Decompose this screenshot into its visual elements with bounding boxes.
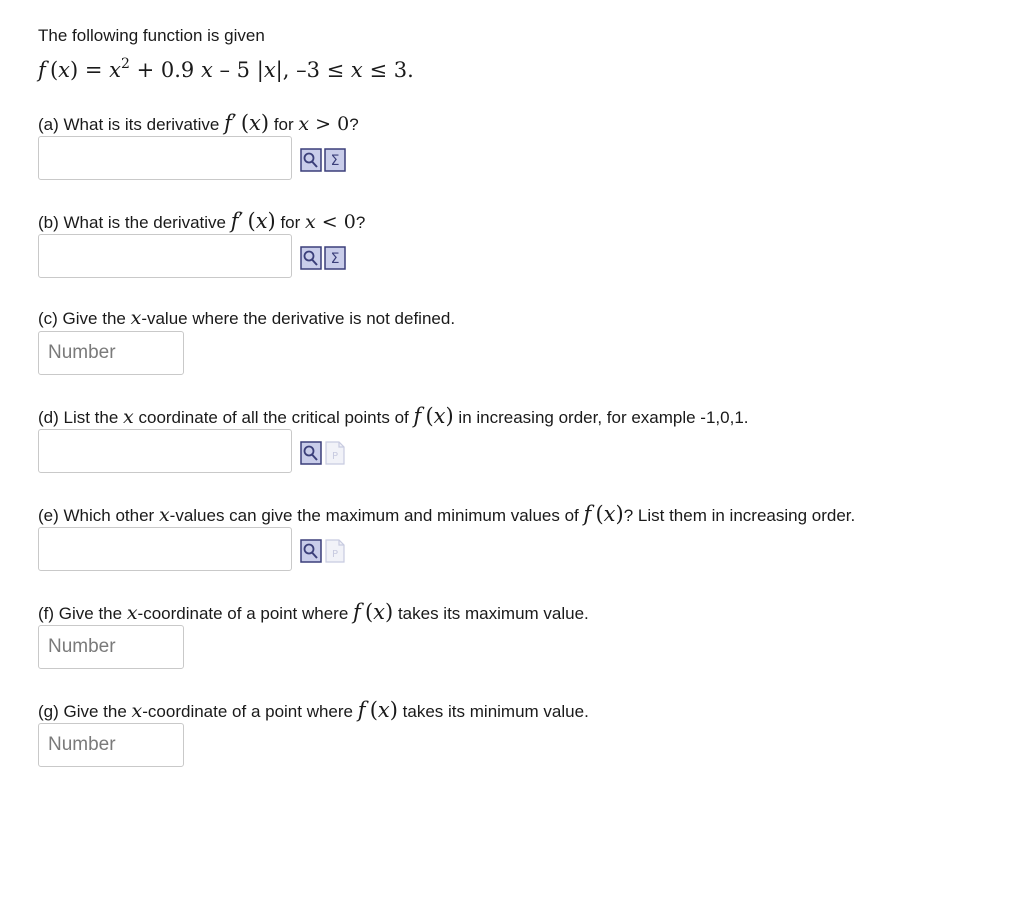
- svg-text:P: P: [331, 451, 339, 462]
- answer-b-tools: [300, 246, 346, 270]
- function-formula: f $(x) = x^2 + 0.9$ x – 5 |x|, –3 ≤ x ≤ 3.: [38, 56, 414, 82]
- answer-c-number-input[interactable]: [38, 331, 184, 375]
- answer-e-input[interactable]: [38, 527, 292, 571]
- question-d: (d) List the x coordinate of all the critical points of f (x) in increasing order, for example -1,0,1.: [38, 404, 749, 428]
- answer-a-tools: [300, 148, 346, 172]
- intro-text: The following function is given: [38, 26, 265, 45]
- preview-icon[interactable]: [300, 441, 322, 465]
- question-c: (c) Give the x-value where the derivative is not defined.: [38, 307, 456, 329]
- equation-editor-icon[interactable]: [324, 148, 346, 172]
- answer-b-input[interactable]: [38, 234, 292, 278]
- answer-f-number-input[interactable]: [38, 625, 184, 669]
- preview-disabled-icon: [324, 441, 346, 465]
- question-b: (b) What is the derivative f′ (x) for x < 0?: [38, 209, 366, 233]
- svg-text:Σ: Σ: [330, 251, 340, 267]
- answer-d-input[interactable]: [38, 429, 292, 473]
- svg-text:Σ: Σ: [330, 153, 340, 169]
- preview-icon[interactable]: [300, 539, 322, 563]
- preview-icon[interactable]: [300, 148, 322, 172]
- answer-d-tools: [300, 441, 346, 465]
- preview-icon[interactable]: [300, 246, 322, 270]
- answer-g-number-input[interactable]: [38, 723, 184, 767]
- preview-disabled-icon: [324, 539, 346, 563]
- question-a: (a) What is its derivative f′ (x) for x > 0?: [38, 111, 359, 135]
- svg-text:P: P: [331, 549, 339, 560]
- answer-a-input[interactable]: [38, 136, 292, 180]
- question-f: (f) Give the x-coordinate of a point where f (x) takes its maximum value.: [38, 600, 589, 624]
- equation-editor-icon[interactable]: [324, 246, 346, 270]
- question-e: (e) Which other x-values can give the maximum and minimum values of f (x)? List them in increasing order.: [38, 502, 856, 526]
- answer-e-tools: [300, 539, 346, 563]
- question-g: (g) Give the x-coordinate of a point where f (x) takes its minimum value.: [38, 698, 589, 722]
